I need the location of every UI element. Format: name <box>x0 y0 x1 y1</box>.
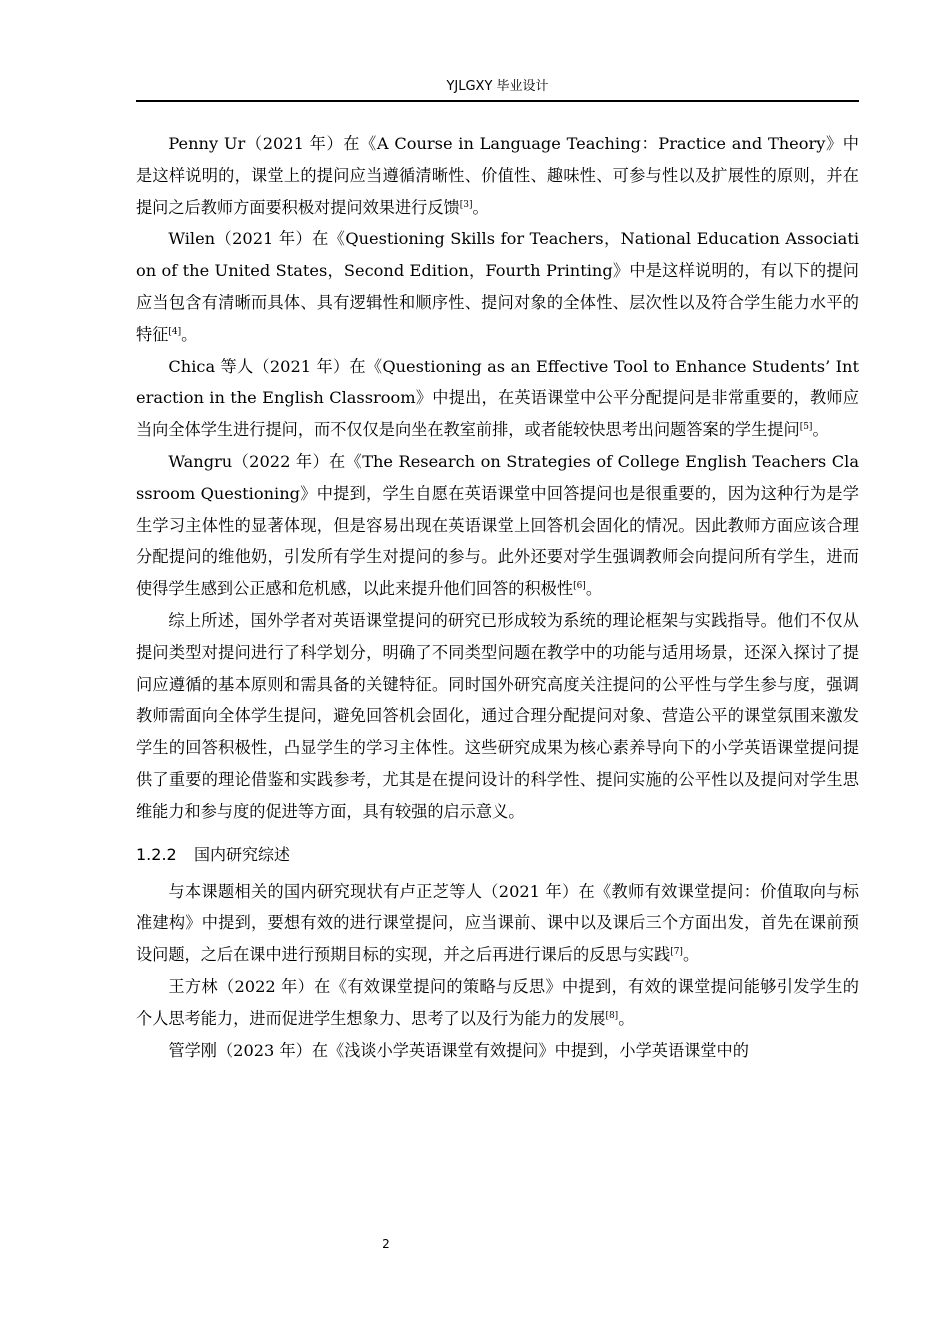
paragraph-guan-xuegang <box>136 1035 859 1067</box>
paragraph-text: Chica 等人（2021 年）在《Questioning as an Effective Tool to Enhance Students’ Interaction in the English Classroom》中提出，在英语课堂中公平分配提问是非常重要的，教师应当向全体学生进行提问，而不仅仅是向坐在教室前排，或者能较快思考出问题答案的学生提问 <box>136 356 859 440</box>
paragraph-end: 。 <box>472 197 489 217</box>
page-header: YJLGXY 毕业设计 <box>446 79 549 94</box>
paragraph-end: 。 <box>181 324 198 344</box>
paragraph-text: 综上所述，国外学者对英语课堂提问的研究已形成较为系统的理论框架与实践指导。他们不仅从提问类型对提问进行了科学划分，明确了不同类型问题在教学中的功能与适用场景，还深入探讨了提问应遵循的基本原则和需具备的关键特征。同时国外研究高度关注提问的公平性与学生参与度，强调教师需面向全体学生提问，避免回答机会固化，通过合理分配提问对象、营造公平的课堂氛围来激发学生的回答积极性，凸显学生的学习主体性。这些研究成果为核心素养导向下的小学英语课堂提问提供了重要的理论借鉴和实践参考，尤其是在提问设计的科学性、提问实施的公平性以及提问对学生思维能力和参与度的促进等方面，具有较强的启示意义。 <box>136 610 859 821</box>
body-text <box>136 128 859 1066</box>
paragraph-text: 与本课题相关的国内研究现状有卢正芝等人（2021 年）在《教师有效课堂提问：价值取向与标准建构》中提到，要想有效的进行课堂提问，应当课前、课中以及课后三个方面出发，首先在课前预设问题，之后在课中进行预期目标的实现，并之后再进行课后的反思与实践 <box>136 881 859 965</box>
citation: [7] <box>670 947 683 958</box>
paragraph-end: 。 <box>682 945 700 965</box>
citation: [8] <box>605 1010 619 1021</box>
paragraph-lu-zhengzhi <box>136 876 859 971</box>
citation: [6] <box>573 581 586 592</box>
paragraph-end: 。 <box>585 579 602 599</box>
paragraph-text: 王方林（2022 年）在《有效课堂提问的策略与反思》中提到，有效的课堂提问能够引发学生的个人思考能力，进而促进学生想象力、思考了以及行为能力的发展 <box>136 976 859 1028</box>
section-title: 国内研究综述 <box>194 844 291 864</box>
paragraph-end: 。 <box>618 1008 635 1028</box>
citation: [5] <box>799 422 813 433</box>
paragraph-text: Wilen（2021 年）在《Questioning Skills for Teachers，National Education Association of the United States，Second Edition，Fourth Printing》中是这样说明的，有以下的提问应当包含有清晰而具体、具有逻辑性和顺序性、提问对象的全体性、层次性以及符合学生能力水平的特征 <box>136 229 859 344</box>
paragraph-summary <box>136 605 859 828</box>
paragraph-text: Wangru（2022 年）在《The Research on Strategies of College English Teachers Classroom Questioning》中提到，学生自愿在英语课堂中回答提问也是很重要的，因为这种行为是学生学习主体性的显著体现，但是容易出现在英语课堂上回答机会固化的情况。因此教师方面应该合理分配提问的维他奶，引发所有学生对提问的参与。此外还要对学生强调教师会向提问所有学生，进而使得学生感到公正感和危机感，以此来提升他们回答的积极性 <box>136 451 859 599</box>
paragraph-chica <box>136 351 859 446</box>
paragraph-end: 。 <box>812 420 829 440</box>
citation: [4] <box>168 326 182 337</box>
section-heading <box>136 842 859 868</box>
paragraph-wangru <box>136 446 859 605</box>
citation: [3] <box>459 199 473 210</box>
paragraph-wang-fanglin <box>136 971 859 1035</box>
paragraph-text: Penny Ur（2021 年）在《A Course in Language Teaching：Practice and Theory》中是这样说明的，课堂上的提问应当遵循清晰性、价值性、趣味性、可参与性以及扩展性的原则，并在提问之后教师方面要积极对提问效果进行反馈 <box>136 134 859 217</box>
paragraph-penny-ur <box>136 128 859 223</box>
page-number: 2 <box>382 1237 390 1251</box>
header-rule <box>136 100 859 102</box>
section-number: 1.2.2 <box>136 844 177 864</box>
paragraph-text: 管学刚（2023 年）在《浅谈小学英语课堂有效提问》中提到，小学英语课堂中的 <box>168 1040 749 1060</box>
paragraph-wilen <box>136 223 859 350</box>
